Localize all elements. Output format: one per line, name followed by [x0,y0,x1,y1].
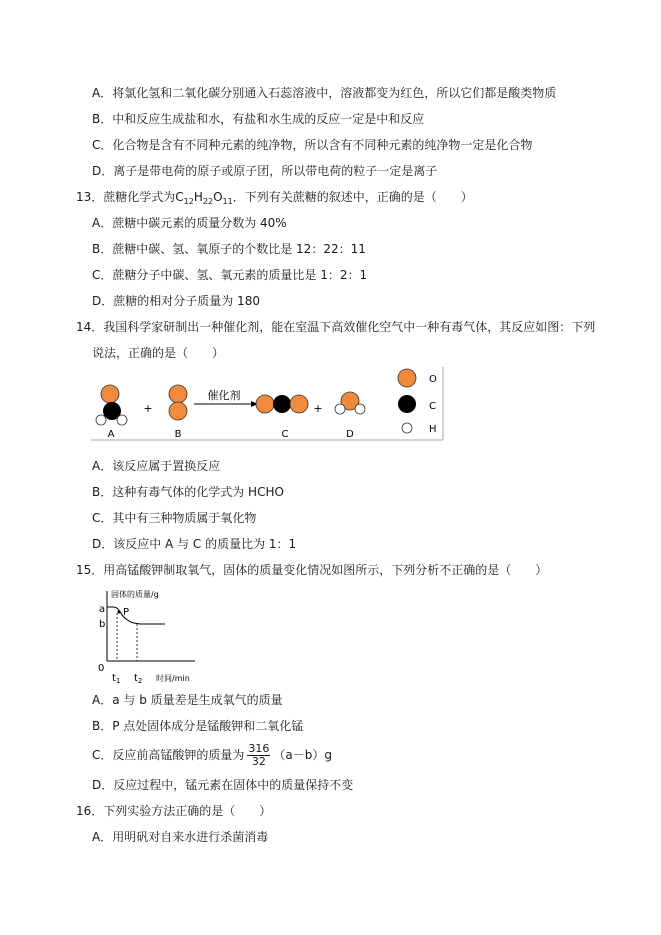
plus-sign-2: + [313,402,323,415]
label-a-value: a [99,604,106,615]
legend-oxygen-swatch [398,369,416,387]
formula-h: H [193,190,203,204]
molecule-a [96,385,127,425]
q14-option-c: C．其中有三种物质属于氧化物 [92,511,257,525]
molecule-c [256,395,308,413]
q12-option-a: A．将氯化氢和二氧化碳分别通入石蕊溶液中，溶液都变为红色，所以它们都是酸类物质 [92,86,557,100]
x-axis-label: 时间/min [156,674,190,683]
label-p: P [123,607,130,618]
label-c: C [281,429,289,440]
formula-o: O [213,190,223,204]
legend [398,369,437,435]
q13-option-a: A．蔗糖中碳元素的质量分数为 40% [92,216,287,230]
legend-hydrogen-swatch [402,423,412,433]
q16-stem: 16．下列实验方法正确的是（ ） [76,804,272,818]
q14-option-d: D．该反应中 A 与 C 的质量比为 1：1 [92,537,297,551]
fraction [247,743,270,768]
origin-label: 0 [98,663,105,674]
legend-carbon-swatch [398,395,416,413]
reaction-diagram [91,365,449,447]
q15-option-b: B．P 点处固体成分是锰酸钾和二氧化锰 [92,719,304,733]
mass-time-graph [90,585,200,685]
legend-c: C [429,401,436,412]
legend-o: O [429,374,437,385]
fraction-denominator: 32 [251,755,266,768]
q15-option-c-suffix: （a－b）g [273,748,332,762]
t2-letter: t [134,673,138,684]
t2-label [134,673,142,685]
t1-subscript: 1 [115,677,121,685]
formula-c-count: 12 [183,197,194,206]
q14-stem-line2: 说法，正确的是（ ） [92,346,225,360]
point-p [118,611,121,614]
formula-c: C [175,190,184,204]
catalyst-label: 催化剂 [207,389,241,402]
molecule-d [335,392,365,414]
t2-subscript: 2 [137,677,143,685]
q12-option-c: C．化合物是含有不同种元素的纯净物，所以含有不同种元素的纯净物一定是化合物 [92,138,533,152]
label-b: B [174,429,182,440]
q13-stem-prefix: 13．蔗糖化学式为 [76,190,176,204]
formula-o-count: 11 [222,197,233,206]
q15-option-d: D．反应过程中，锰元素在固体中的质量保持不变 [92,778,354,792]
q14-stem-line1: 14．我国科学家研制出一种催化剂，能在室温下高效催化空气中一种有毒气体，其反应如图：下列 [76,320,596,334]
q16-option-a: A．用明矾对自来水进行杀菌消毒 [92,830,269,844]
q14-option-b: B．这种有毒气体的化学式为 HCHO [92,485,284,499]
label-b-value: b [99,619,106,630]
t1-label [112,673,120,685]
q15-option-c-prefix: C．反应前高锰酸钾的质量为 [92,748,245,762]
legend-h: H [429,424,437,435]
q15-option-c [92,740,332,770]
y-axis-label: 固体的质量/g [111,590,159,599]
q13-option-b: B．蔗糖中碳、氢、氧原子的个数比是 12：22：11 [92,242,366,256]
formula-h-count: 22 [202,197,214,206]
q15-stem: 15．用高锰酸钾制取氧气，固体的质量变化情况如图所示，下列分析不正确的是（ ） [76,563,548,577]
q12-option-d: D．离子是带电荷的原子或原子团，所以带电荷的粒子一定是离子 [92,164,438,178]
label-a: A [107,429,115,440]
q13-stem [76,189,473,210]
q13-option-d: D．蔗糖的相对分子质量为 180 [92,294,260,308]
mass-curve [107,607,165,624]
molecule-b [169,385,187,420]
q13-stem-suffix: ．下列有关蔗糖的叙述中，正确的是（ ） [232,190,473,204]
q13-option-c: C．蔗糖分子中碳、氢、氧元素的质量比是 1：2：1 [92,268,368,282]
fraction-numerator: 316 [248,742,270,755]
plus-sign-1: + [143,402,153,415]
q14-option-a: A．该反应属于置换反应 [92,459,221,473]
t1-letter: t [112,673,116,684]
q15-option-a: A．a 与 b 质量差是生成氧气的质量 [92,693,283,707]
q12-option-b: B．中和反应生成盐和水，有盐和水生成的反应一定是中和反应 [92,112,425,126]
label-d: D [346,429,354,440]
